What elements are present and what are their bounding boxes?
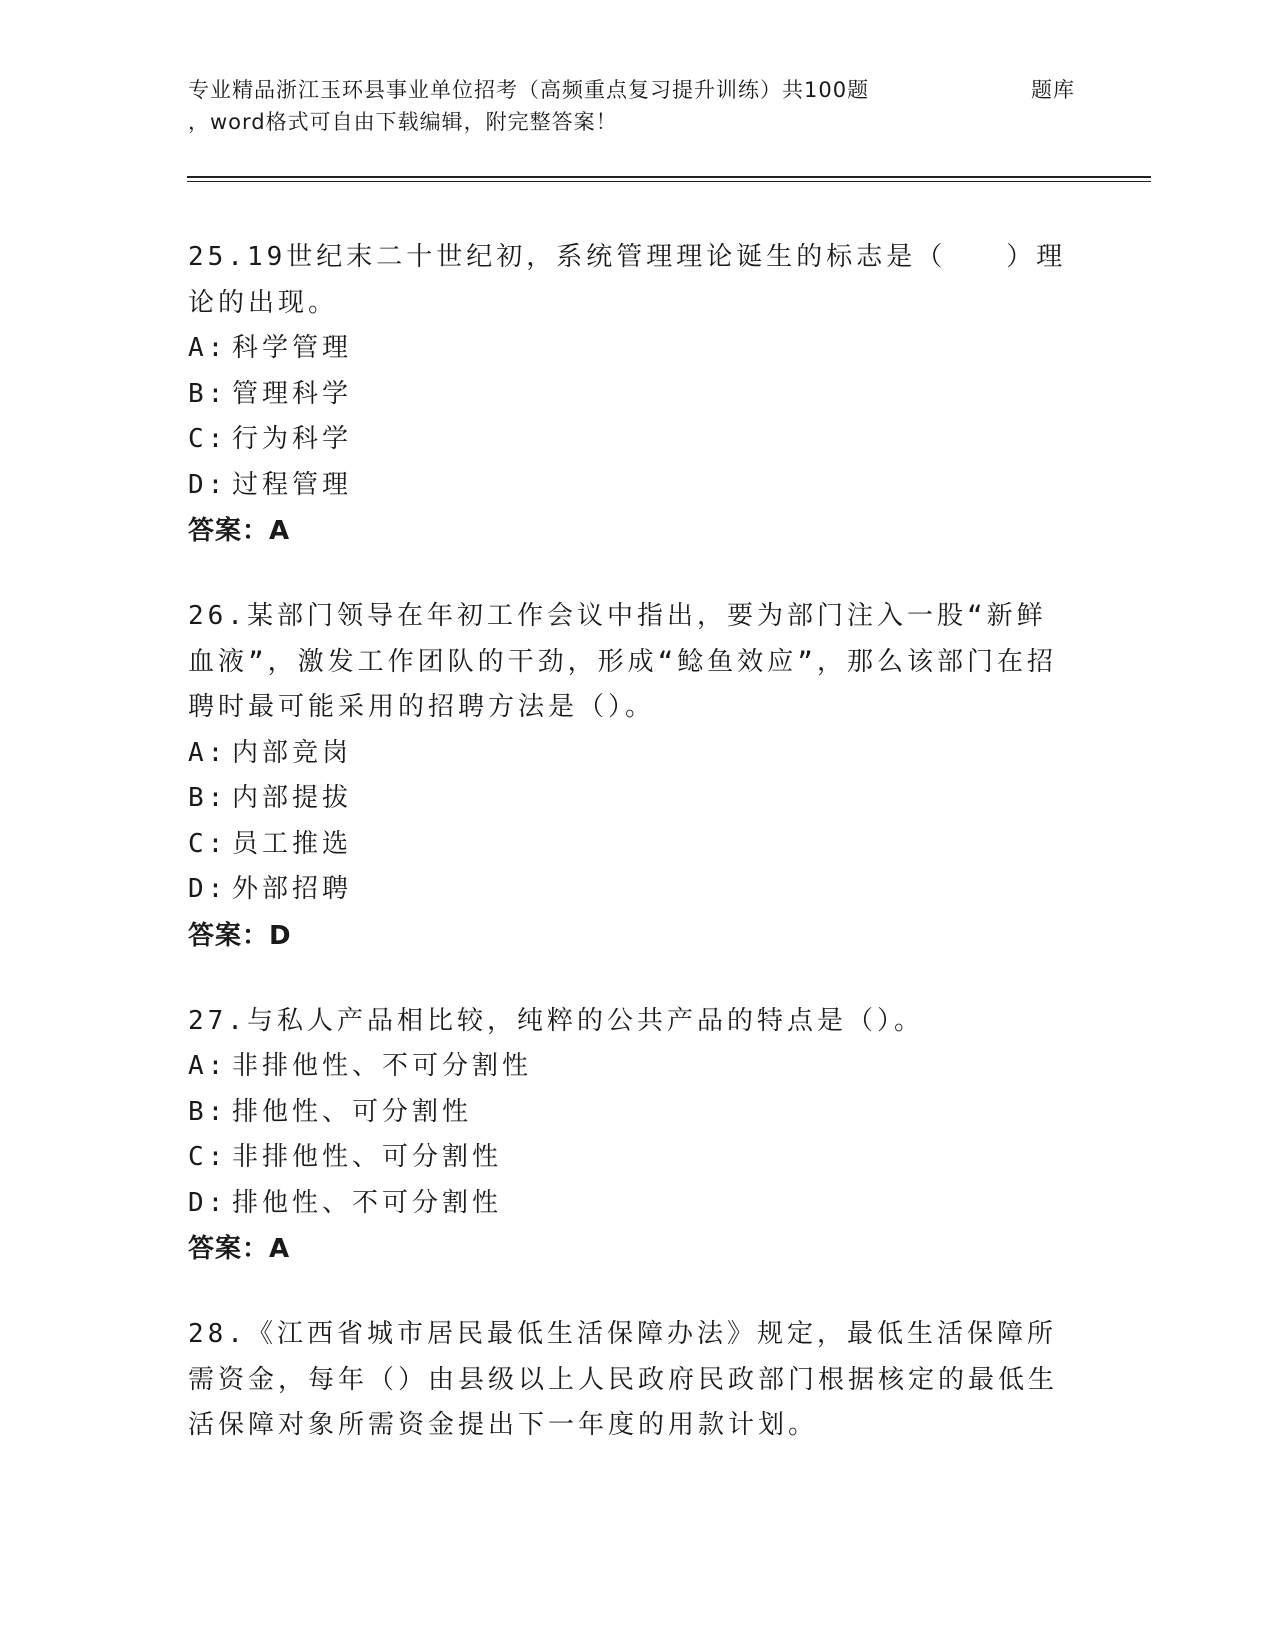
option-b xyxy=(188,776,1088,822)
answer-line: 答案：A xyxy=(188,516,291,546)
option-text: 排他性、不可分割性 xyxy=(232,1187,503,1218)
option-key: B: xyxy=(188,783,228,813)
option-d xyxy=(188,1181,1088,1227)
option-key: D: xyxy=(188,469,228,500)
option-text: 科学管理 xyxy=(232,333,353,363)
option-c xyxy=(188,417,1088,463)
option-key: C: xyxy=(188,424,228,454)
question-stem: 28.《江西省城市居民最低生活保障办法》规定，最低生活保障所需资金，每年（）由县级以上人民政府民政部门根据核定的最低生活保障对象所需资金提出下一年度的用款计划。 xyxy=(188,1319,1059,1440)
answer-line: 答案：A xyxy=(188,1234,291,1264)
option-d xyxy=(188,463,1088,509)
question-27 xyxy=(188,999,1088,1273)
question-stem: 27.与私人产品相比较，纯粹的公共产品的特点是（）。 xyxy=(188,1005,924,1036)
option-key: B: xyxy=(188,1096,228,1127)
option-a xyxy=(188,1044,1088,1090)
question-26 xyxy=(188,594,1088,959)
option-c xyxy=(188,1135,1088,1181)
option-b xyxy=(188,372,1088,418)
option-key: C: xyxy=(188,1142,228,1172)
option-key: D: xyxy=(188,1187,228,1218)
option-d xyxy=(188,867,1088,913)
header-title: 专业精品浙江玉环县事业单位招考（高频重点复习提升训练）共100题 xyxy=(188,78,870,102)
option-key: A: xyxy=(188,737,228,768)
header-line-2: ，word格式可自由下载编辑，附完整答案！ xyxy=(188,110,618,134)
header-divider-thick xyxy=(187,176,1151,178)
question-28 xyxy=(188,1312,1088,1449)
header-divider-thin xyxy=(187,181,1151,182)
option-text: 外部招聘 xyxy=(232,874,353,904)
option-c xyxy=(188,822,1088,868)
question-stem: 25.19世纪末二十世纪初，系统管理理论诞生的标志是（ ）理论的出现。 xyxy=(188,242,1067,318)
answer-line: 答案：D xyxy=(188,920,292,951)
question-list xyxy=(188,235,1088,1489)
option-text: 非排他性、可分割性 xyxy=(232,1142,503,1172)
option-text: 非排他性、不可分割性 xyxy=(232,1051,533,1081)
option-b xyxy=(188,1090,1088,1136)
option-a xyxy=(188,326,1088,372)
option-key: D: xyxy=(188,874,228,904)
document-header xyxy=(188,74,1088,138)
option-text: 行为科学 xyxy=(232,424,353,454)
option-text: 内部提拔 xyxy=(232,783,353,813)
question-25 xyxy=(188,235,1088,554)
option-text: 内部竞岗 xyxy=(232,737,353,768)
option-key: C: xyxy=(188,828,228,859)
option-key: A: xyxy=(188,1051,228,1081)
option-a xyxy=(188,731,1088,777)
header-tag: 题库 xyxy=(1031,78,1075,102)
header-line-1 xyxy=(188,74,1088,106)
option-text: 排他性、可分割性 xyxy=(232,1096,473,1127)
option-text: 员工推选 xyxy=(232,828,353,859)
question-stem: 26.某部门领导在年初工作会议中指出，要为部门注入一股“新鲜血液”，激发工作团队的干劲，形成“鲶鱼效应”，那么该部门在招聘时最可能采用的招聘方法是（）。 xyxy=(188,601,1057,722)
option-key: A: xyxy=(188,333,228,363)
option-text: 管理科学 xyxy=(232,378,353,409)
option-key: B: xyxy=(188,378,228,409)
option-text: 过程管理 xyxy=(232,469,353,500)
